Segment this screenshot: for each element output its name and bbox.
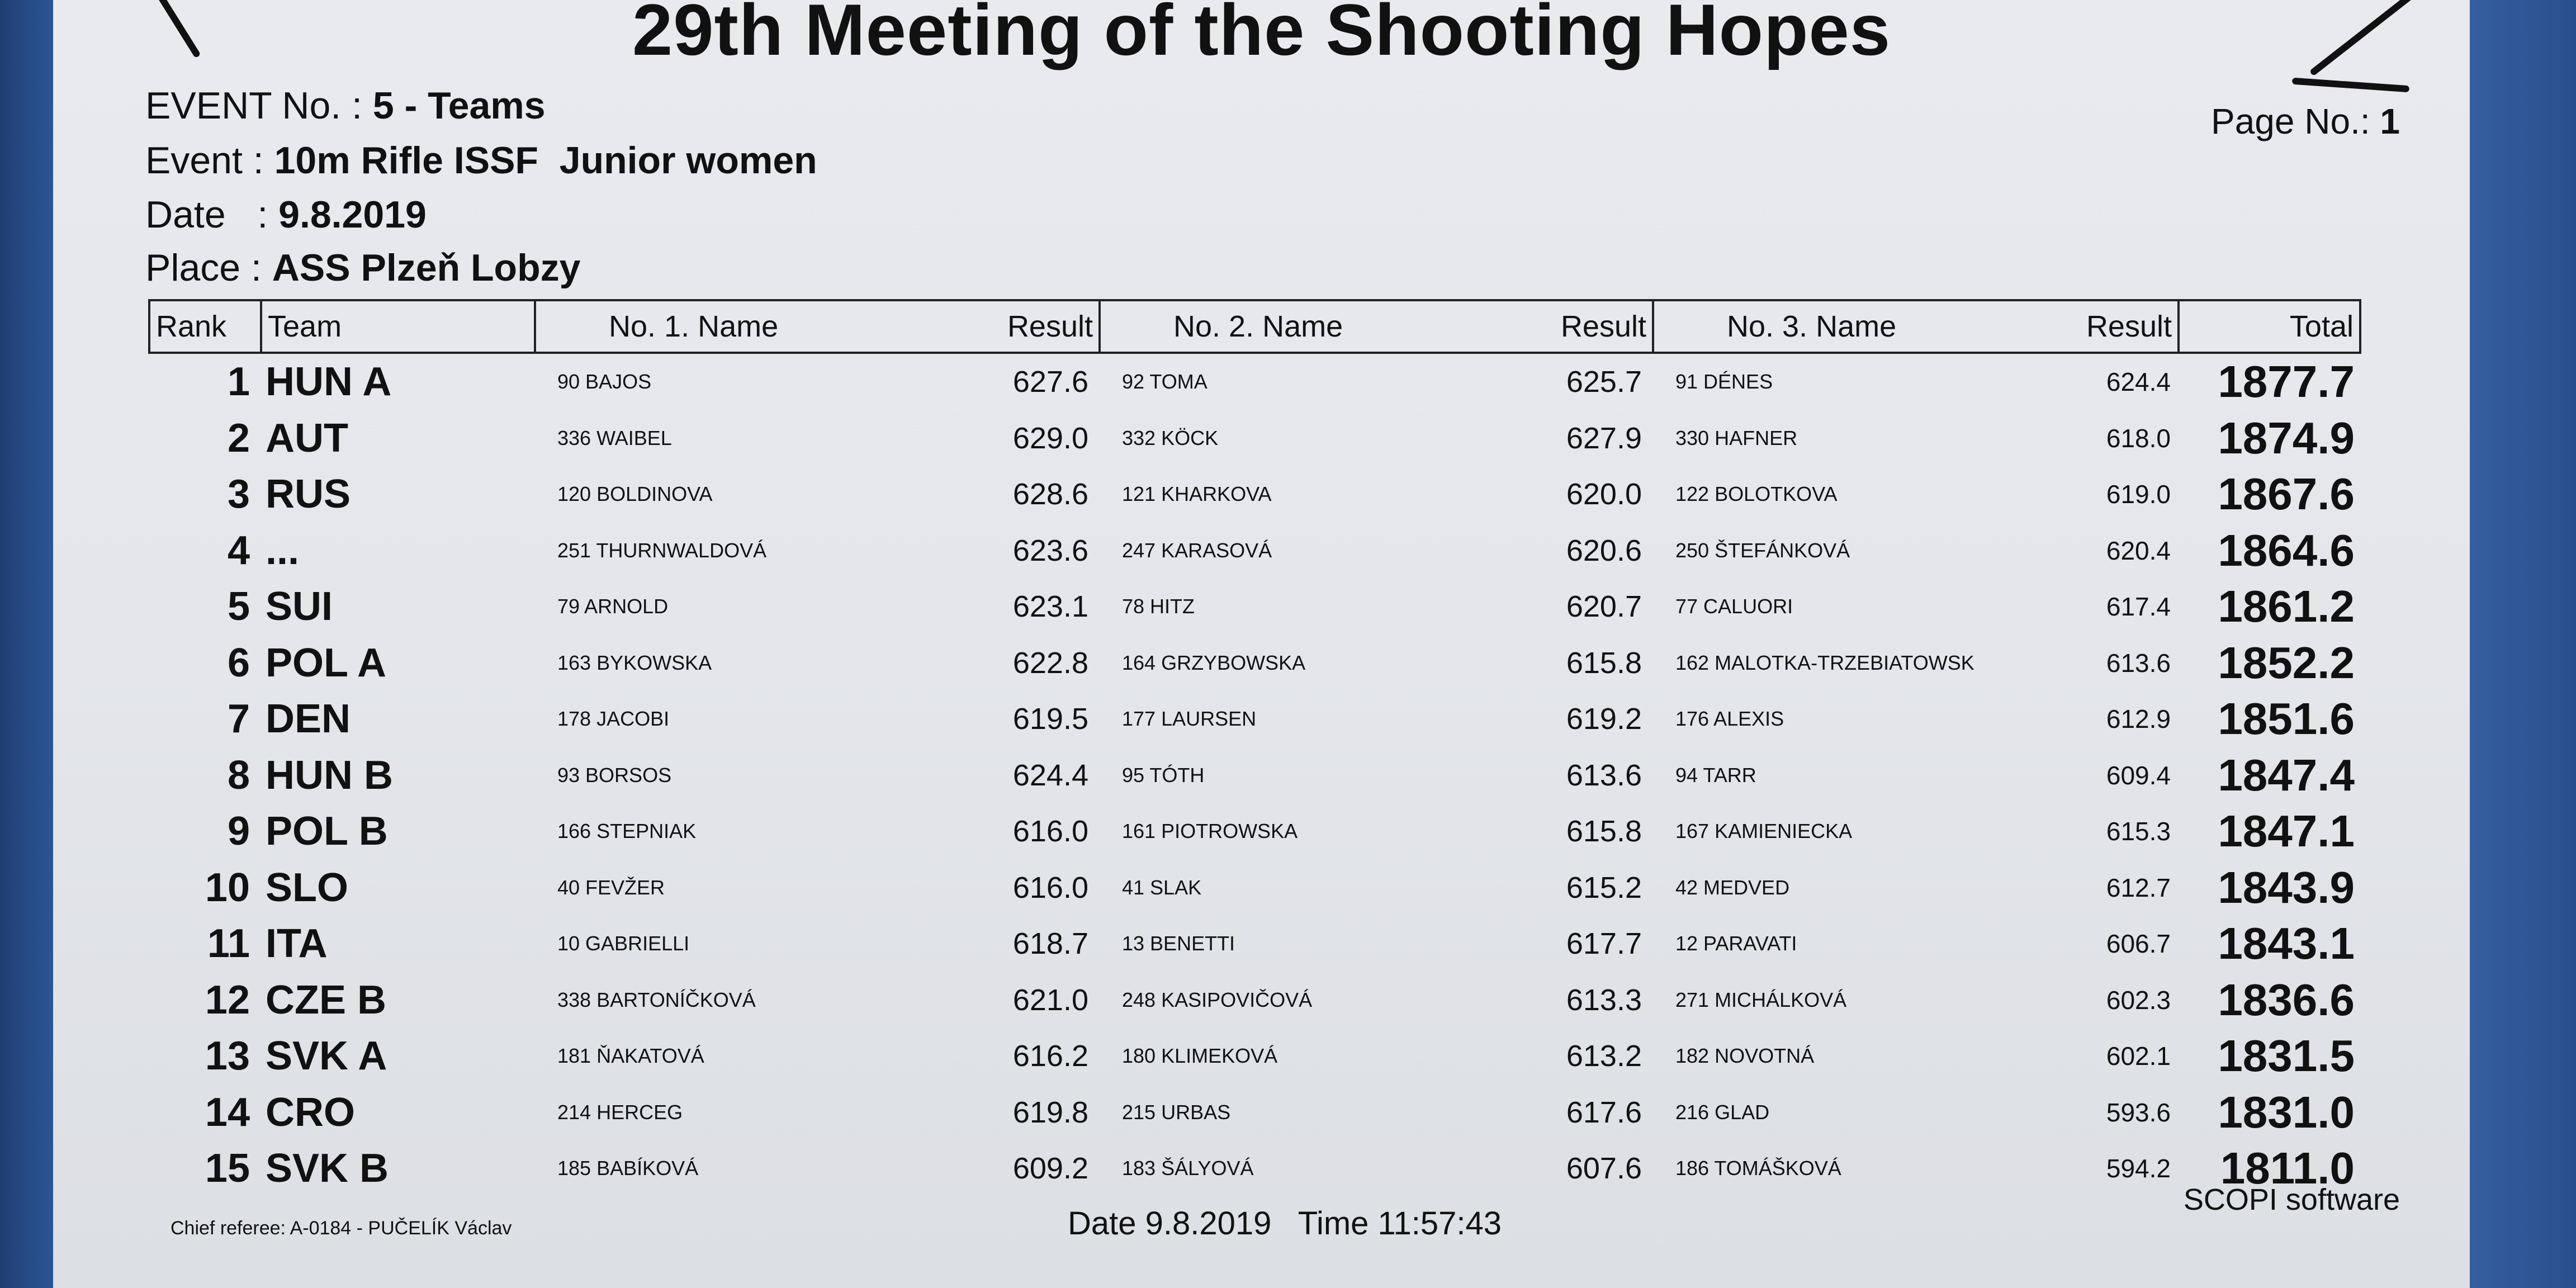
result1-cell: 609.2 bbox=[1012, 1152, 1088, 1186]
total-cell: 1874.9 bbox=[2218, 413, 2355, 463]
name1-cell: 166 STEPNIAK bbox=[557, 820, 697, 843]
name2-cell: 13 BENETTI bbox=[1122, 932, 1235, 955]
name2-cell: 41 SLAK bbox=[1122, 875, 1202, 899]
rank-cell: 3 bbox=[227, 472, 250, 517]
result2-cell: 625.7 bbox=[1566, 365, 1642, 399]
total-cell: 1843.1 bbox=[2218, 918, 2355, 969]
team-cell: SUI bbox=[266, 584, 333, 629]
date-label: Date : bbox=[145, 193, 268, 236]
result2-cell: 617.6 bbox=[1566, 1095, 1642, 1129]
result2-cell: 613.2 bbox=[1566, 1039, 1642, 1073]
result3-cell: 624.4 bbox=[2106, 367, 2171, 397]
name1-cell: 120 BOLDINOVA bbox=[557, 482, 713, 506]
result3-cell: 609.4 bbox=[2106, 760, 2171, 790]
table-row bbox=[149, 410, 2360, 467]
result1-cell: 616.0 bbox=[1012, 815, 1088, 849]
name2-cell: 164 GRZYBOWSKA bbox=[1122, 651, 1306, 674]
total-cell: 1847.4 bbox=[2218, 750, 2355, 800]
header-name1 bbox=[535, 300, 1100, 353]
rank-cell: 11 bbox=[207, 921, 250, 967]
total-cell: 1867.6 bbox=[2218, 469, 2355, 519]
print-date-time: Date 9.8.2019 Time 11:57:43 bbox=[1068, 1205, 1502, 1242]
table-row bbox=[149, 1140, 2360, 1197]
team-cell: POL A bbox=[266, 640, 387, 685]
name2-cell: 248 KASIPOVIČOVÁ bbox=[1122, 988, 1313, 1011]
results-body bbox=[149, 353, 2360, 1197]
result2-cell: 627.9 bbox=[1566, 421, 1642, 455]
name3-cell: 12 PARAVATI bbox=[1675, 932, 1797, 955]
team-cell: SLO bbox=[266, 865, 349, 910]
name3-cell: 182 NOVOTNÁ bbox=[1675, 1044, 1815, 1068]
result1-cell: 619.5 bbox=[1012, 702, 1088, 736]
rank-cell: 10 bbox=[205, 865, 250, 910]
team-cell: AUT bbox=[266, 415, 348, 461]
result1-cell: 621.0 bbox=[1012, 983, 1088, 1017]
result1-cell: 618.7 bbox=[1012, 927, 1088, 961]
rank-cell: 7 bbox=[227, 697, 250, 742]
result3-cell: 593.6 bbox=[2106, 1097, 2171, 1127]
team-cell: CRO bbox=[266, 1090, 355, 1135]
name3-cell: 167 KAMIENIECKA bbox=[1675, 820, 1853, 843]
event-label: Event : bbox=[145, 139, 264, 182]
rank-cell: 8 bbox=[227, 752, 250, 798]
rank-cell: 9 bbox=[227, 809, 250, 854]
name1-cell: 40 FEVŽER bbox=[557, 875, 665, 899]
team-cell: SVK A bbox=[266, 1034, 387, 1079]
result1-cell: 627.6 bbox=[1012, 365, 1088, 399]
board-background-right bbox=[2464, 0, 2576, 1288]
result1-cell: 623.6 bbox=[1012, 533, 1088, 567]
result2-cell: 613.3 bbox=[1566, 983, 1642, 1017]
total-cell: 1852.2 bbox=[2218, 637, 2355, 688]
table-row bbox=[149, 635, 2360, 692]
name3-cell: 94 TARR bbox=[1675, 763, 1756, 787]
result3-cell: 594.2 bbox=[2106, 1154, 2171, 1183]
result1-cell: 628.6 bbox=[1012, 477, 1088, 512]
header-team: Team bbox=[261, 300, 535, 353]
rank-cell: 4 bbox=[227, 528, 250, 573]
rank-cell: 2 bbox=[227, 415, 250, 461]
name1-cell: 93 BORSOS bbox=[557, 763, 672, 787]
place-label: Place : bbox=[145, 247, 262, 289]
team-cell: SVK B bbox=[266, 1146, 389, 1191]
board-background-left bbox=[0, 0, 53, 1288]
name2-cell: 78 HITZ bbox=[1122, 595, 1195, 618]
name2-cell: 95 TÓTH bbox=[1122, 763, 1205, 787]
date-line bbox=[145, 193, 427, 236]
result2-cell: 615.8 bbox=[1566, 646, 1642, 680]
name2-cell: 332 KÖCK bbox=[1122, 426, 1219, 449]
results-table bbox=[148, 299, 2361, 1197]
event-number-label: EVENT No. : bbox=[145, 84, 362, 127]
name2-cell: 180 KLIMEKOVÁ bbox=[1122, 1044, 1278, 1068]
page-number-value: 1 bbox=[2380, 101, 2400, 141]
result3-cell: 612.7 bbox=[2106, 873, 2171, 902]
name3-cell: 91 DÉNES bbox=[1675, 370, 1773, 394]
rank-cell: 6 bbox=[227, 640, 250, 685]
result2-cell: 615.8 bbox=[1566, 815, 1642, 849]
result2-cell: 607.6 bbox=[1566, 1152, 1642, 1186]
name2-cell: 177 LAURSEN bbox=[1122, 707, 1257, 731]
table-row bbox=[149, 1028, 2360, 1085]
name3-cell: 77 CALUORI bbox=[1675, 595, 1793, 618]
table-row bbox=[149, 916, 2360, 972]
total-cell: 1836.6 bbox=[2218, 974, 2355, 1025]
header-name2-label: No. 2. Name bbox=[1173, 310, 1343, 343]
name3-cell: 176 ALEXIS bbox=[1675, 707, 1784, 731]
page-title: 29th Meeting of the Shooting Hopes bbox=[632, 0, 1891, 70]
total-cell: 1847.1 bbox=[2218, 806, 2355, 856]
pin-right-tail-icon bbox=[2292, 78, 2409, 93]
result1-cell: 622.8 bbox=[1012, 646, 1088, 680]
name2-cell: 183 ŠÁLYOVÁ bbox=[1122, 1157, 1254, 1180]
table-row bbox=[149, 523, 2360, 579]
page-number bbox=[2211, 101, 2400, 142]
name1-cell: 336 WAIBEL bbox=[557, 426, 672, 449]
rank-cell: 12 bbox=[205, 977, 250, 1022]
name3-cell: 250 ŠTEFÁNKOVÁ bbox=[1675, 538, 1850, 562]
result3-cell: 615.3 bbox=[2106, 817, 2171, 846]
result2-cell: 617.7 bbox=[1566, 927, 1642, 961]
table-row bbox=[149, 747, 2360, 804]
total-cell: 1877.7 bbox=[2218, 357, 2355, 407]
result3-cell: 619.0 bbox=[2106, 480, 2171, 509]
table-row bbox=[149, 1085, 2360, 1141]
page-number-label: Page No.: bbox=[2211, 101, 2370, 141]
total-cell: 1831.5 bbox=[2218, 1031, 2355, 1081]
table-row bbox=[149, 691, 2360, 747]
result3-cell: 606.7 bbox=[2106, 929, 2171, 959]
name1-cell: 79 ARNOLD bbox=[557, 595, 669, 618]
total-cell: 1861.2 bbox=[2218, 581, 2355, 632]
rank-cell: 1 bbox=[227, 359, 250, 405]
name1-cell: 214 HERCEG bbox=[557, 1100, 683, 1124]
name2-cell: 121 KHARKOVA bbox=[1122, 482, 1272, 506]
name1-cell: 10 GABRIELLI bbox=[557, 932, 690, 955]
result1-cell: 616.2 bbox=[1012, 1039, 1088, 1073]
header-result3: Result bbox=[2086, 310, 2172, 343]
team-cell: DEN bbox=[266, 697, 351, 742]
table-header-row bbox=[149, 300, 2360, 353]
name3-cell: 271 MICHÁLKOVÁ bbox=[1675, 988, 1847, 1011]
name2-cell: 161 PIOTROWSKA bbox=[1122, 820, 1298, 843]
total-cell: 1864.6 bbox=[2218, 525, 2355, 575]
name2-cell: 92 TOMA bbox=[1122, 370, 1208, 394]
header-name1-label: No. 1. Name bbox=[609, 310, 779, 343]
result2-cell: 620.7 bbox=[1566, 590, 1642, 624]
result1-cell: 623.1 bbox=[1012, 590, 1088, 624]
date-value: 9.8.2019 bbox=[278, 193, 427, 236]
table-row bbox=[149, 803, 2360, 860]
result1-cell: 629.0 bbox=[1012, 421, 1088, 455]
name1-cell: 185 BABÍKOVÁ bbox=[557, 1157, 699, 1180]
header-name3-label: No. 3. Name bbox=[1727, 310, 1897, 343]
name1-cell: 251 THURNWALDOVÁ bbox=[557, 538, 767, 562]
name1-cell: 163 BYKOWSKA bbox=[557, 651, 712, 674]
table-row bbox=[149, 466, 2360, 523]
result3-cell: 620.4 bbox=[2106, 536, 2171, 565]
table-row bbox=[149, 860, 2360, 916]
header-name2 bbox=[1100, 300, 1653, 353]
rank-cell: 15 bbox=[205, 1146, 250, 1191]
header-name3 bbox=[1653, 300, 2179, 353]
rank-cell: 5 bbox=[227, 584, 250, 629]
result1-cell: 624.4 bbox=[1012, 758, 1088, 792]
table-row bbox=[149, 353, 2360, 410]
result3-cell: 602.3 bbox=[2106, 985, 2171, 1015]
result3-cell: 613.6 bbox=[2106, 648, 2171, 678]
place-line bbox=[145, 246, 580, 290]
name1-cell: 90 BAJOS bbox=[557, 370, 652, 394]
name1-cell: 181 ŇAKATOVÁ bbox=[557, 1044, 704, 1068]
total-cell: 1811.0 bbox=[2220, 1143, 2355, 1194]
result2-cell: 619.2 bbox=[1566, 702, 1642, 736]
name2-cell: 215 URBAS bbox=[1122, 1100, 1231, 1124]
result1-cell: 616.0 bbox=[1012, 870, 1088, 905]
table-row bbox=[149, 972, 2360, 1029]
name1-cell: 178 JACOBI bbox=[557, 707, 670, 731]
result2-cell: 620.6 bbox=[1566, 533, 1642, 567]
name3-cell: 122 BOLOTKOVA bbox=[1675, 482, 1838, 506]
team-cell: ... bbox=[266, 528, 300, 573]
name3-cell: 162 MALOTKA-TRZEBIATOWSK bbox=[1675, 651, 1974, 674]
event-number-line bbox=[145, 84, 546, 127]
total-cell: 1831.0 bbox=[2218, 1087, 2355, 1137]
team-cell: HUN B bbox=[266, 752, 393, 798]
total-cell: 1851.6 bbox=[2218, 694, 2355, 744]
total-cell: 1843.9 bbox=[2218, 862, 2355, 912]
header-rank: Rank bbox=[149, 300, 261, 353]
place-value: ASS Plzeň Lobzy bbox=[272, 247, 581, 289]
header-result1: Result bbox=[1007, 310, 1093, 343]
table-row bbox=[149, 579, 2360, 635]
event-value: 10m Rifle ISSF Junior women bbox=[274, 139, 817, 182]
result3-cell: 602.1 bbox=[2106, 1041, 2171, 1071]
team-cell: CZE B bbox=[266, 977, 386, 1022]
result2-cell: 613.6 bbox=[1566, 758, 1642, 792]
software-credit: SCOPI software bbox=[2183, 1183, 2400, 1216]
event-line bbox=[145, 139, 817, 182]
name3-cell: 186 TOMÁŠKOVÁ bbox=[1675, 1157, 1841, 1180]
team-cell: HUN A bbox=[266, 359, 392, 405]
name1-cell: 338 BARTONÍČKOVÁ bbox=[557, 988, 756, 1011]
team-cell: RUS bbox=[266, 472, 351, 517]
header-total: Total bbox=[2179, 300, 2360, 353]
team-cell: ITA bbox=[266, 921, 328, 967]
header-result2: Result bbox=[1560, 310, 1646, 343]
results-sheet bbox=[53, 0, 2470, 1288]
name3-cell: 42 MEDVED bbox=[1675, 875, 1790, 899]
event-number-value: 5 - Teams bbox=[372, 84, 546, 127]
result2-cell: 620.0 bbox=[1566, 477, 1642, 512]
result1-cell: 619.8 bbox=[1012, 1095, 1088, 1129]
name3-cell: 216 GLAD bbox=[1675, 1100, 1770, 1124]
team-cell: POL B bbox=[266, 809, 388, 854]
rank-cell: 14 bbox=[205, 1090, 250, 1135]
result3-cell: 618.0 bbox=[2106, 423, 2171, 453]
result2-cell: 615.2 bbox=[1566, 870, 1642, 905]
rank-cell: 13 bbox=[205, 1034, 250, 1079]
result3-cell: 612.9 bbox=[2106, 704, 2171, 734]
name3-cell: 330 HAFNER bbox=[1675, 426, 1798, 449]
result3-cell: 617.4 bbox=[2106, 592, 2171, 622]
chief-referee: Chief referee: A-0184 - PUČELÍK Václav bbox=[171, 1218, 512, 1239]
name2-cell: 247 KARASOVÁ bbox=[1122, 538, 1272, 562]
